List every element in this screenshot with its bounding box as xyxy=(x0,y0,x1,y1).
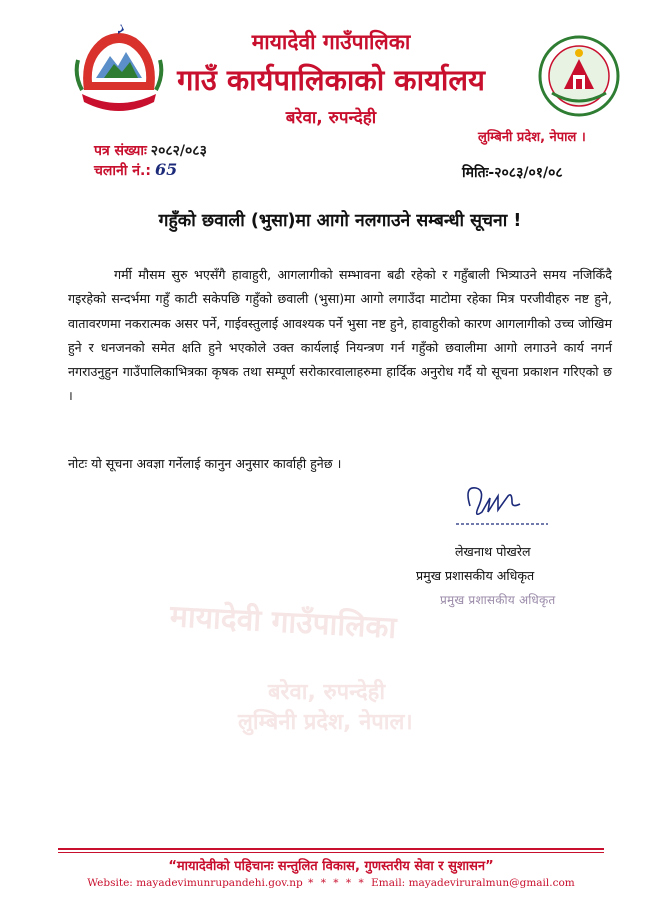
footer-rule xyxy=(58,848,604,850)
watermark-line-2: बरेवा, रुपन्देही xyxy=(268,680,386,705)
letterhead-municipality-name: मायादेवी गाउँपालिका xyxy=(251,30,411,54)
letter-number-value: २०८२/०८३ xyxy=(150,143,207,159)
notice-body: गर्मी मौसम सुरु भएसँगै हावाहुरी, आगलागीको सम्भावना बढी रहेको र गहुँबाली भित्र्याउने समय नजिकिँदै गइरहेको सन्दर्भमा गहुँ काटी सकेपछि गहुँको छवाली (भुसा)मा आगो लगाउँदा माटोमा रहेका मित्र परजीवीहरु नष्ट हुने, वातावरणमा नकरात्मक असर पर्ने, गाईवस्तुलाई आवश्यक पर्ने भुसा नष्ट हुने, हावाहुरीको कारण आगलागीको उच्च जोखिम हुने र धनजनको समेत क्षति हुने भएकोले उक्त कार्यलाई नियन्त्रण गर्न गहुँको छवालीमा आगो लगाउने कार्य नगर्न नगराउनुहुन गाउँपालिकाभित्रका कृषक तथा सम्पूर्ण सरोकारवालाहरुमा हार्दिक अनुरोध गर्दै यो सूचना प्रकाशन गरिएको छ । xyxy=(68,267,612,404)
letterhead-province: लुम्बिनी प्रदेश, नेपाल । xyxy=(478,130,586,145)
letterhead-office-name: गाउँ कार्यपालिकाको कार्यालय xyxy=(177,63,485,97)
stamp-designation: प्रमुख प्रशासकीय अधिकृत xyxy=(440,593,556,607)
dispatch-number xyxy=(94,160,177,180)
footer-stars: * * * * * xyxy=(308,877,366,889)
email-link[interactable]: mayadeviruralmun@gmail.com xyxy=(408,877,575,889)
website-label: Website: xyxy=(87,877,133,889)
footer-slogan: “मायादेवीको पहिचानः सन्तुलित विकास, गुणस्तरीय सेवा र सुशासन” xyxy=(168,859,494,874)
dispatch-number-label: चलानी नं.: xyxy=(94,163,151,179)
footer-rule-thin xyxy=(58,852,604,853)
letter-number-label: पत्र संख्याः xyxy=(94,143,147,159)
email-label: Email: xyxy=(371,877,406,889)
letterhead-address: बरेवा, रुपन्देही xyxy=(285,108,377,128)
dispatch-number-value: 65 xyxy=(154,160,178,179)
website-link[interactable]: mayadevimunrupandehi.gov.np xyxy=(136,877,303,889)
signatory-designation: प्रमुख प्रशासकीय अधिकृत xyxy=(416,568,535,583)
watermark-line-3: लुम्बिनी प्रदेश, नेपाल। xyxy=(238,710,413,735)
notice-subject: गहुँको छवाली (भुसा)मा आगो नलगाउने सम्बन्धी सूचना ! xyxy=(158,211,522,231)
watermark-line-1: मायादेवी गाउँपालिका xyxy=(169,599,398,646)
signature-icon xyxy=(452,478,552,538)
footer-contact xyxy=(58,877,604,889)
notice-note: नोटः यो सूचना अवज्ञा गर्नेलाई कानुन अनुसार कार्वाही हुनेछ । xyxy=(68,456,342,471)
municipality-logo-icon xyxy=(538,35,620,117)
signatory-name: लेखनाथ पोखरेल xyxy=(455,544,531,559)
letter-date: मितिः-२०८३/०१/०८ xyxy=(462,165,563,181)
letter-number xyxy=(94,141,207,160)
